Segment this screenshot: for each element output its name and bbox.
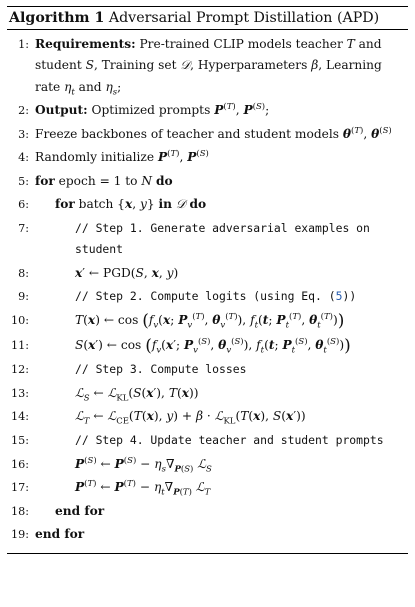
line-8 [7, 262, 408, 286]
line-number: 5: [18, 174, 29, 188]
keyword: for [55, 197, 75, 212]
equation-reference[interactable]: 5 [335, 289, 343, 304]
comment: // Step 2. Compute logits (using Eq. (5)) [75, 289, 357, 304]
line-number: 2: [18, 104, 29, 118]
line-14 [7, 405, 408, 429]
line-text: Randomly initialize $P^{(T)}$, $P^{(S)}$ [35, 149, 209, 165]
keyword: Output: [35, 103, 88, 118]
line-number: 9: [18, 290, 29, 304]
line-13 [7, 382, 408, 406]
line-18 [7, 500, 408, 524]
line-text: Requirements: Pre-trained CLIP models teacher T and student S, Training set 𝒟, Hyperparameters β, Learning rate $\eta_t$ and $\eta_s$; [35, 37, 382, 98]
line-text: x′ ← PGD(S, x, y) [75, 265, 179, 280]
line-number: 11: [10, 338, 29, 352]
line-12 [7, 358, 408, 382]
line-number: 17: [10, 481, 29, 495]
line-number: 1: [18, 38, 29, 51]
algorithm-title: Adversarial Prompt Distillation (APD) [108, 10, 380, 26]
line-number: 8: [18, 266, 29, 280]
line-2 [7, 99, 408, 123]
keyword: end for [55, 503, 105, 518]
line-text: for batch {x, y} in 𝒟 do [55, 197, 207, 212]
keyword: in [158, 197, 173, 212]
line-5 [7, 170, 408, 194]
line-text: T(x) ← $\cos (f_v(x$; $P_v^{(T)}$, $\theta_v^{(T)}$), $f_t(t$; $P_t^{(T)}$, $\theta_t^{(T)}$)) [75, 311, 345, 331]
line-number: 4: [18, 151, 29, 165]
keyword: for [35, 173, 55, 188]
algorithm-label: Algorithm 1 [9, 10, 105, 26]
line-1 [7, 33, 408, 99]
line-text: $P^{(S)}$ ← $P^{(S)} - \eta_s\nabla_{P(S)}$ ℒ$_S$ [75, 455, 212, 474]
keyword: end for [35, 527, 85, 542]
line-7 [7, 217, 408, 262]
line-6 [7, 193, 408, 217]
algorithm-lines [7, 30, 408, 549]
line-text: ℒ$_T$ ← ℒ$_{CE}$(T(x), y) + β · ℒ$_{KL}$(T(x), S(x′)) [75, 409, 306, 427]
line-9 [7, 285, 408, 309]
line-number: 12: [10, 363, 29, 377]
line-17 [7, 476, 408, 500]
line-number: 18: [10, 504, 29, 518]
line-number: 15: [10, 433, 29, 447]
line-number: 16: [10, 457, 29, 471]
line-16 [7, 453, 408, 477]
comment: // Step 3. Compute losses [75, 362, 247, 377]
line-text: for epoch = 1 to N do [35, 173, 173, 188]
line-text: Freeze backbones of teacher and student models $\theta^{(T)}$, $\theta^{(S)}$ [35, 125, 392, 141]
keyword: do [189, 197, 207, 212]
line-text: Output: Optimized prompts $P^{(T)}$, $P^{(S)}$; [35, 102, 270, 118]
line-4 [7, 146, 408, 170]
comment: // Step 4. Update teacher and student prompts [75, 432, 384, 447]
keyword: do [155, 173, 173, 188]
bottom-rule [7, 553, 408, 554]
line-10 [7, 309, 408, 334]
line-number: 3: [18, 127, 29, 141]
line-text: $P^{(T)}$ ← $P^{(T)} - \eta_t\nabla_{P(T)}$ ℒ$_T$ [75, 479, 211, 498]
line-3 [7, 123, 408, 146]
algorithm-caption [7, 7, 408, 29]
line-number: 6: [18, 198, 29, 212]
line-text: ℒ$_S$ ← ℒ$_{KL}$(S(x′), T(x)) [75, 385, 199, 404]
line-19 [7, 523, 408, 547]
line-number: 14: [10, 410, 29, 424]
algorithm-block [7, 6, 408, 554]
keyword: Requirements: [35, 37, 136, 51]
line-number: 7: [18, 222, 29, 235]
line-text: S(x′) ← $\cos (f_v(x'$; $P_v^{(S)}$, $\theta_v^{(S)}$), $f_t(t$; $P_t^{(S)}$, $\theta_t^{(S)}$)) [75, 335, 351, 356]
line-number: 19: [10, 528, 29, 542]
line-number: 13: [10, 386, 29, 400]
comment: // Step 1. Generate adversarial examples on student [75, 221, 370, 257]
line-11 [7, 334, 408, 359]
line-number: 10: [10, 314, 29, 327]
line-15 [7, 429, 408, 453]
